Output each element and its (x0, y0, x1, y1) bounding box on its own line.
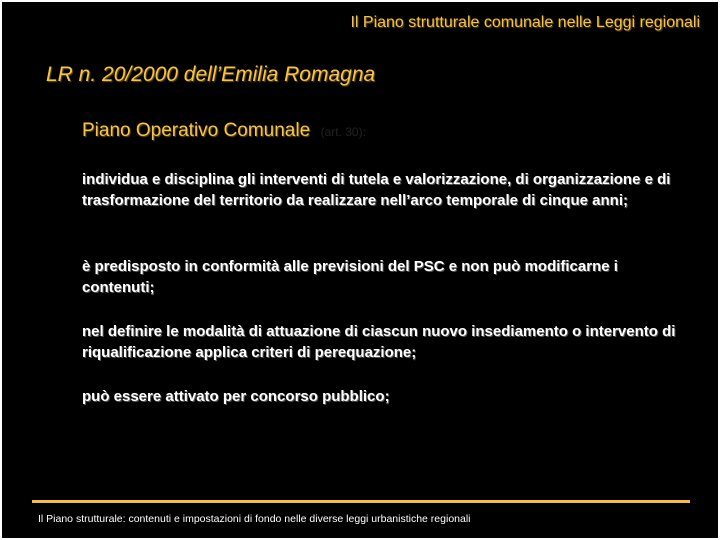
footer-text: Il Piano strutturale: contenuti e impostazioni di fondo nelle diverse leggi urbanistiche regionali (38, 513, 471, 525)
paragraph-2: è predisposto in conformità alle previsioni del PSC e non può modificarne i contenuti; (82, 258, 618, 296)
paragraph-1: individua e disciplina gli interventi di tutela e valorizzazione, di organizzazione e di trasformazione del territorio da realizzare nell’arco temporale di cinque anni; (82, 171, 671, 209)
header-title: Il Piano strutturale comunale nelle Leggi regionali (350, 14, 700, 31)
footer-divider (32, 500, 690, 503)
section-reference: (art. 30): (320, 125, 366, 139)
paragraph-3: nel definire le modalità di attuazione di ciascun nuovo insediamento o intervento di riqualificazione applica criteri di perequazione; (82, 323, 676, 361)
section-title: Piano Operativo Comunale (82, 120, 311, 141)
slide (2, 2, 718, 538)
law-title: LR n. 20/2000 dell’Emilia Romagna (46, 63, 376, 86)
section-heading (82, 120, 366, 142)
paragraph-4: può essere attivato per concorso pubblico; (82, 388, 390, 405)
